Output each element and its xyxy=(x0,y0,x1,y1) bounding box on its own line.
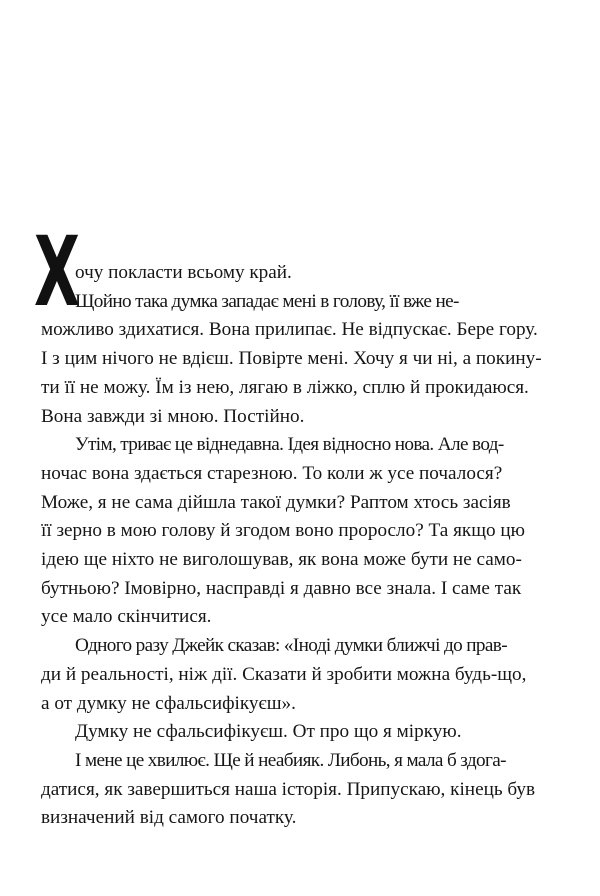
paragraph-line: Думку не сфальсифікуєш. От про що я міркую. xyxy=(75,721,462,743)
paragraph-line: ти її не можу. Їм із нею, лягаю в ліжко, сплю й прокидаюся. xyxy=(41,376,529,398)
paragraph-line: очу покласти всьому край. xyxy=(75,262,292,283)
paragraph-line: Утім, триває це віднедавна. Ідея відносно нова. Але вод- xyxy=(75,434,504,456)
paragraph-line: Щойно така думка западає мені в голову, її вже не- xyxy=(75,290,459,312)
paragraph-line: ди й реальності, ніж дії. Сказати й зробити можна будь-що, xyxy=(41,663,527,685)
paragraph-line: її зерно в мою голову й згодом воно проросло? Та якщо цю xyxy=(41,520,526,542)
body-text xyxy=(41,259,561,833)
paragraph-line: датися, як завершиться наша історія. Припускаю, кінець був xyxy=(41,778,536,800)
paragraph-line: усе мало скінчитися. xyxy=(41,606,212,628)
paragraph-line: бутньою? Імовірно, насправді я давно все знала. І саме так xyxy=(41,577,522,599)
paragraph-line: визначений від самого початку. xyxy=(41,807,297,829)
paragraph-line: Вона завжди зі мною. Постійно. xyxy=(41,405,305,427)
paragraph-line: І з цим нічого не вдієш. Повірте мені. Хочу я чи ні, а покину- xyxy=(41,348,542,370)
paragraph-line: можливо здихатися. Вона прилипає. Не відпускає. Бере гору. xyxy=(41,319,538,341)
paragraph-line: ночас вона здається старезною. То коли ж усе почалося? xyxy=(41,462,503,484)
paragraph-line: ідею ще ніхто не виголошував, як вона може бути не само- xyxy=(41,549,522,571)
drop-cap: Х xyxy=(34,216,80,328)
paragraph-line: Одного разу Джейк сказав: «Іноді думки ближчі до прав- xyxy=(75,635,507,657)
paragraph-line: Може, я не сама дійшла такої думки? Раптом хтось засіяв xyxy=(41,491,511,513)
paragraph-line: а от думку не сфальсифікуєш». xyxy=(41,692,296,714)
paragraph-line: І мене це хвилює. Ще й неабияк. Либонь, я мала б здога- xyxy=(75,749,506,771)
